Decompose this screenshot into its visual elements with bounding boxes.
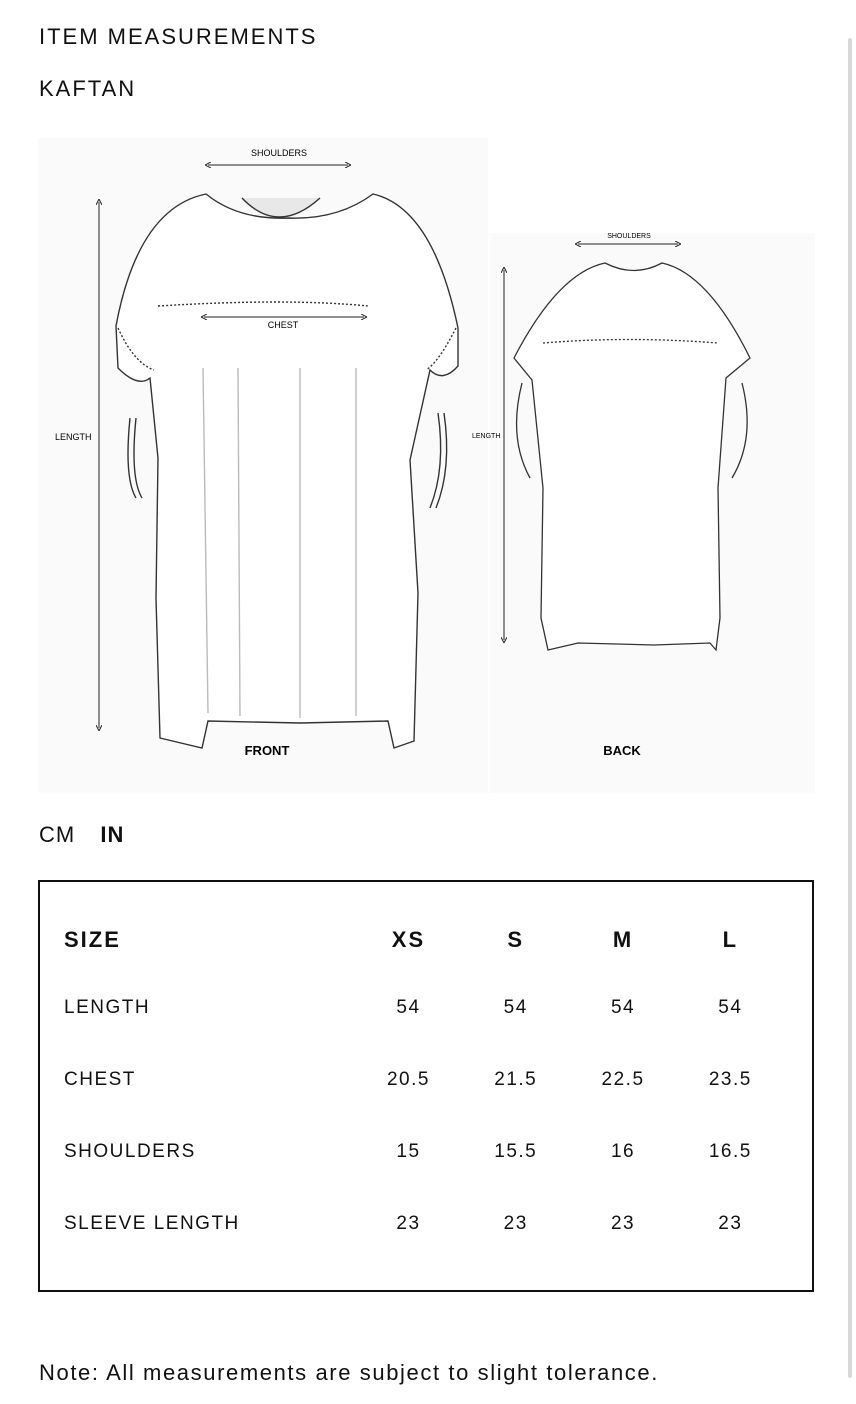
table-cell: 23 [503, 1213, 528, 1234]
kaftan-diagram [38, 138, 818, 798]
column-header: S [507, 927, 525, 952]
table-row [64, 1188, 784, 1260]
table-row [64, 972, 784, 1044]
table-cell: 16 [610, 1141, 636, 1162]
row-label: SLEEVE LENGTH [64, 1213, 240, 1234]
front-label: FRONT [244, 743, 290, 758]
table-cell: 54 [610, 997, 636, 1018]
unit-toggle [39, 822, 142, 848]
table-cell: 54 [718, 997, 743, 1018]
unit-in-option[interactable]: IN [100, 822, 125, 847]
garment-illustration [38, 138, 818, 798]
back-shoulders-label: SHOULDERS [607, 233, 651, 240]
row-label: SHOULDERS [64, 1141, 196, 1162]
back-garment [514, 263, 750, 650]
table-cell: 21.5 [494, 1069, 538, 1090]
table-cell: 20.5 [386, 1069, 430, 1090]
table-row [64, 1044, 784, 1116]
table-cell: 54 [396, 997, 421, 1018]
table-cell: 15 [396, 1141, 421, 1162]
back-length-label: LENGTH [472, 433, 501, 440]
column-header: M [612, 927, 634, 952]
row-label: CHEST [64, 1069, 136, 1090]
front-shoulders-label: SHOULDERS [250, 148, 308, 158]
table-row [64, 1116, 784, 1188]
column-header: L [722, 927, 739, 952]
product-name: KAFTAN [39, 76, 137, 101]
table-cell: 23 [718, 1213, 743, 1234]
scrollbar[interactable] [848, 38, 852, 1378]
front-garment [116, 194, 458, 748]
table-cell: 16.5 [708, 1141, 752, 1162]
table-cell: 23 [610, 1213, 636, 1234]
front-length-label: LENGTH [55, 432, 92, 442]
column-header: XS [391, 927, 426, 952]
column-header: SIZE [64, 927, 121, 952]
table-cell: 54 [503, 997, 528, 1018]
table-cell: 23 [396, 1213, 421, 1234]
row-label: LENGTH [64, 997, 151, 1018]
size-table [64, 908, 784, 1260]
table-cell: 23.5 [708, 1069, 752, 1090]
table-cell: 22.5 [601, 1069, 645, 1090]
unit-cm-option[interactable]: CM [39, 822, 76, 847]
page-title: ITEM MEASUREMENTS [39, 24, 318, 49]
front-chest-label: CHEST [267, 320, 299, 330]
table-cell: 15.5 [494, 1141, 538, 1162]
tolerance-note: Note: All measurements are subject to slight tolerance. [39, 1360, 659, 1385]
size-table-container [38, 880, 814, 1292]
back-label: BACK [603, 743, 641, 758]
table-header-row [64, 908, 784, 972]
